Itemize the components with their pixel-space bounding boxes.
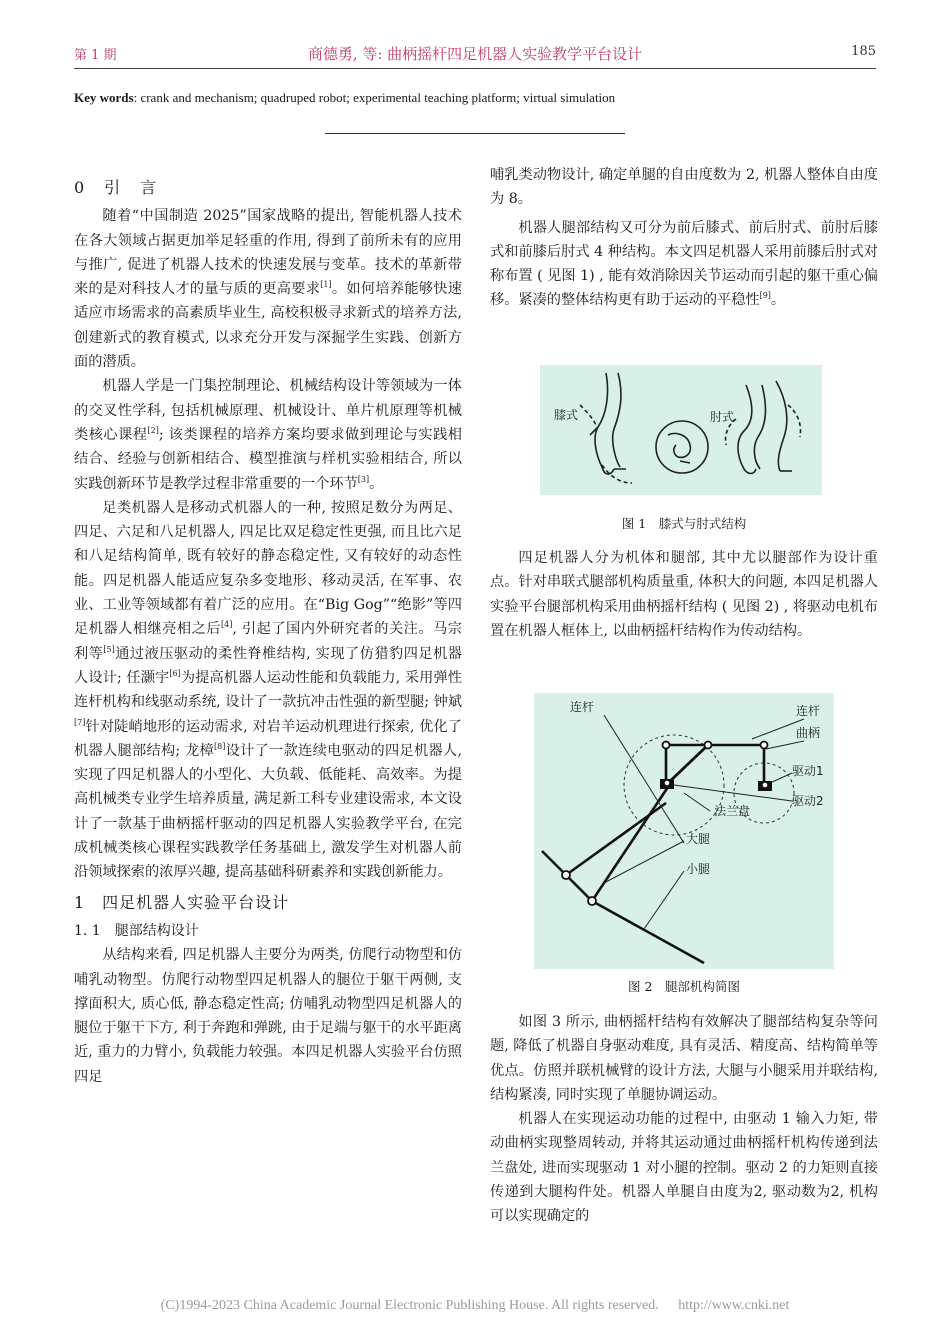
copyright: (C)1994-2023 China Academic Journal Electronic Publishing House. All rights reserved. — [160, 1298, 659, 1313]
paragraph: 如图 3 所示, 曲柄摇杆结构有效解决了腿部结构复杂等问题, 降低了机器自身驱动难度, 具有灵活、精度高、结构简单等优点。仿照并联机械臂的设计方法, 大腿与小腿采用并联结构, 结构紧凑, 同时实现了单腿协调运动。 — [490, 1014, 878, 1103]
figure-2-label-link-right: 连杆 — [796, 704, 821, 718]
figure-2-label-drive1: 驱动1 — [792, 764, 824, 778]
section-1-heading: 1 四足机器人实验平台设计 — [74, 892, 290, 912]
running-title: 商德勇, 等: 曲柄摇杆四足机器人实验教学平台设计 — [307, 45, 643, 63]
figure-2-label-crank: 曲柄 — [796, 726, 821, 740]
figure-2-label-thigh: 大腿 — [686, 832, 711, 846]
right-column-continued — [490, 546, 878, 643]
footer — [0, 1298, 950, 1314]
keywords-text: : crank and mechanism; quadruped robot; experimental teaching platform; virtual simulation — [133, 90, 616, 105]
figure-2-caption: 图 2 腿部机构简图 — [628, 979, 740, 994]
section-1-1-heading: 1. 1 腿部结构设计 — [74, 922, 199, 939]
section-separator — [325, 133, 625, 134]
figure-1-caption: 图 1 膝式与肘式结构 — [621, 516, 747, 531]
paragraph: 机器人在实现运动功能的过程中, 由驱动 1 输入力矩, 带动曲柄实现整周转动, 并将其运动通过曲柄摇杆机构传递到法兰盘处, 进而实现驱动 1 对小腿的控制。驱动 2 的力矩则直接传递到大腿构件处。机器人单腿自由度为2, 驱动数为2, 机构可以实现确定的 — [490, 1111, 878, 1225]
paragraph: 机器人学是一门集控制理论、机械结构设计等领域为一体的交叉性学科, 包括机械原理、机械设计、单片机原理等机械类核心课程[2]; 该类课程的培养方案均要求做到理论与实践相结合、经验与创新相结合、模型推演与样机实验相结合, 所以实践创新环节是教学过程非常重要的一个环节[3]。 — [74, 378, 462, 492]
right-column — [490, 163, 878, 313]
figure-2-label-drive2: 驱动2 — [792, 794, 824, 808]
section-0-heading: 0 引 言 — [74, 178, 159, 197]
paragraph: 机器人腿部结构又可分为前后膝式、前后肘式、前肘后膝式和前膝后肘式 4 种结构。本文四足机器人采用前膝后肘式对称布置 ( 见图 1) , 能有效消除因关节运动而引起的躯干重心偏移。紧凑的整体结构更有助于运动的平稳性[9]。 — [490, 219, 878, 309]
keywords-label: Key words — [74, 90, 134, 105]
header-rule — [74, 68, 876, 69]
right-column-bottom — [490, 1010, 878, 1229]
paragraph: 哺乳类动物设计, 确定单腿的自由度数为 2, 机器人整体自由度为 8。 — [490, 167, 878, 208]
cnki-link[interactable]: http://www.cnki.net — [678, 1298, 790, 1313]
left-column — [74, 176, 462, 1089]
figure-1-label-elbow: 肘式 — [710, 410, 735, 424]
figure-2-drawing — [534, 693, 834, 969]
figure-2-label-flange: 法兰盘 — [714, 804, 751, 818]
paragraph: 随着“中国制造 2025”国家战略的提出, 智能机器人技术在各大领域占据更加举足轻重的作用, 得到了前所未有的应用与推广, 促进了机器人技术的快速发展与变革。技术的革新带来的是对科技人才的量与质的更高要求[1]。如何培养能够快速适应市场需求的高素质毕业生, 高校积极寻求新式的培养方法, 创建新式的教育模式, 以求充分开发与深掘学生实践、创新方面的潜质。 — [74, 208, 462, 371]
figure-1-drawing — [540, 365, 822, 495]
page-number: 185 — [851, 44, 876, 59]
paragraph: 足类机器人是移动式机器人的一种, 按照足数分为两足、四足、六足和八足机器人, 四足比双足稳定性更强, 而且比六足和八足结构简单, 既有较好的静态稳定性, 又有较好的动态性能。四足机器人能适应复杂多变地形、移动灵活, 在军事、农业、工业等领域都有着广泛的应用。在“Big Gog”“绝影”等四足机器人相继亮相之后[4], 引起了国内外研究者的关注。马宗利等[5]通过液压驱动的柔性脊椎结构, 实现了仿猎豹四足机器人设计; 任灏宇[6]为提高机器人运动性能和负载能力, 采用弹性连杆机构和线驱动系统, 设计了一款抗冲击性强的新型腿; 钟斌[7]针对陡峭地形的运动需求, 对岩羊运动机理进行探索, 优化了机器人腿部结构; 龙樟[8]设计了一款连续电驱动的四足机器人, 实现了四足机器人的小型化、大负载、低能耗、高效率。为提高机械类专业学生培养质量, 满足新工科专业建设需求, 本文设计了一款基于曲柄摇杆驱动的四足机器人实验教学平台, 在完成机械类核心课程实践教学任务基础上, 激发学生对机器人前沿领域探索的浓厚兴趣, 提高基础科研素养和实践创新能力。 — [74, 499, 462, 881]
paragraph: 从结构来看, 四足机器人主要分为两类, 仿爬行动物型和仿哺乳动物型。仿爬行动物型四足机器人的腿位于躯干两侧, 支撑面积大, 质心低, 静态稳定性高; 仿哺乳动物型四足机器人的腿位于躯干下方, 利于奔跑和弹跳, 由于足端与躯干的水平距离近, 重力的力臂小, 负载能力较强。本四足机器人实验平台仿照四足 — [74, 947, 462, 1085]
figure-2-label-link-left: 连杆 — [570, 700, 595, 714]
keywords — [74, 90, 876, 106]
issue-label: 第 1 期 — [74, 48, 117, 63]
paragraph: 四足机器人分为机体和腿部, 其中尤以腿部作为设计重点。针对串联式腿部机构质量重, 体积大的问题, 本四足机器人实验平台腿部机构采用曲柄摇杆结构 ( 见图 2) , 将驱动电机布置在机器人框体上, 以曲柄摇杆结构作为传动结构。 — [490, 550, 878, 639]
figure-1-knee-elbow — [540, 365, 822, 495]
figure-2-label-shank: 小腿 — [686, 862, 711, 876]
figure-1-label-knee: 膝式 — [554, 408, 579, 422]
figure-2-leg-mechanism — [534, 693, 834, 969]
